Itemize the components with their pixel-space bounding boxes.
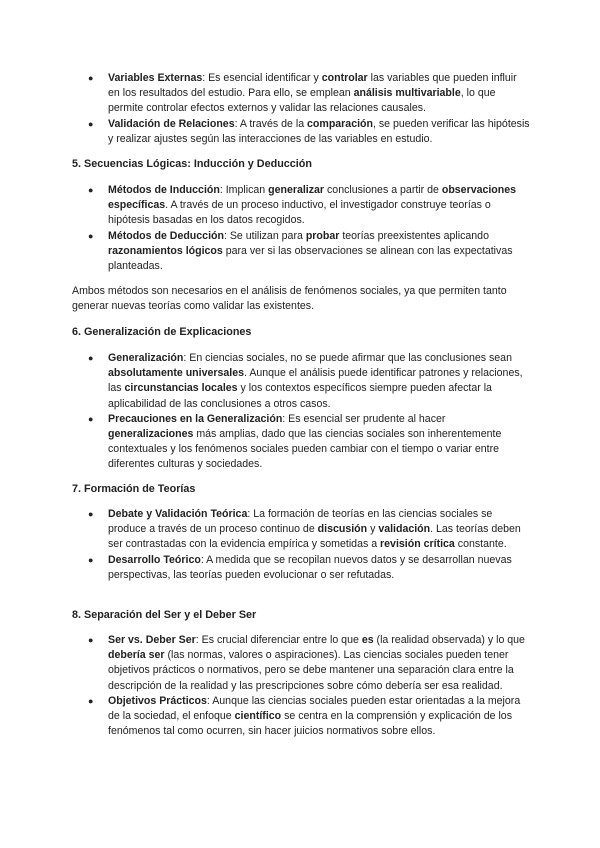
list-item — [0, 507, 600, 553]
bold-term: probar — [305, 229, 340, 242]
item-text: teorías preexistentes aplicando — [339, 229, 489, 242]
bullet-icon: ● — [88, 695, 94, 706]
bullet-icon: ● — [88, 554, 94, 565]
bold-term: comparación — [307, 117, 373, 130]
section-heading-6: 6. Generalización de Explicaciones — [72, 326, 252, 338]
section-6-list-block — [0, 351, 600, 473]
list-item — [0, 183, 600, 229]
bold-term: controlar — [321, 72, 368, 84]
item-text: . A través de un proceso inductivo, el investigador construye teorías o hipótesis basadas en los datos recogidos. — [108, 199, 491, 227]
item-text: : Es esencial identificar y — [202, 72, 322, 84]
bold-term: discusión — [317, 523, 368, 536]
item-text: : A través de la — [234, 117, 308, 130]
section-7-list-block — [0, 507, 600, 583]
item-text: : Es esencial ser prudente al hacer — [282, 412, 446, 425]
bullet-icon: ● — [88, 509, 94, 519]
bullet-list — [0, 507, 600, 583]
item-text: : Se utilizan para — [223, 229, 306, 242]
item-text: y los contextos específicos siempre pueden afectar la aplicabilidad de las conclusiones a otros casos. — [108, 382, 492, 410]
bold-term: Debate y Validación Teórica — [108, 508, 248, 520]
item-text: : A medida que se recopilan nuevos datos y se desarrollan nuevas perspectivas, las teorías pueden evolucionar o ser refutadas. — [108, 553, 512, 581]
item-text: se centra en la comprensión y explicación de los fenómenos tal como ocurren, sin hacer juicios normativos sobre ellos. — [108, 710, 512, 738]
item-text: : Implican — [219, 184, 269, 196]
item-text: : Es crucial diferenciar entre lo que — [195, 634, 362, 646]
bullet-icon: ● — [88, 353, 94, 363]
item-text: . Las teorías deben ser contrastadas con la evidencia empírica y sometidas a — [108, 523, 521, 551]
list-item — [0, 553, 600, 583]
item-text: para ver si las observaciones se alinean con las expectativas planteadas. — [108, 244, 513, 273]
list-item — [0, 229, 600, 275]
bullet-list — [0, 183, 600, 274]
bullet-icon: ● — [88, 73, 94, 83]
bold-term: Generalización — [108, 352, 184, 364]
list-item — [0, 351, 600, 412]
item-text: (las normas, valores o aspiraciones). Las ciencias sociales pueden tener objetivos prácticos o normativos, pero se debe mantener una separación clara entre la descripción de la realidad y las prescripciones sobre cómo debería ser esa realidad. — [108, 649, 514, 692]
bold-term: es — [361, 634, 374, 646]
item-text: y — [367, 523, 379, 536]
bold-term: circunstancias locales — [124, 382, 238, 395]
bold-term: observaciones específicas — [108, 184, 517, 212]
item-text: : La formación de teorías en las ciencias sociales se produce a través de un proceso continuo de — [108, 508, 493, 536]
item-text: . Aunque el análisis puede identificar patrones y relaciones, las — [108, 367, 523, 395]
bullet-icon: ● — [88, 413, 94, 424]
item-text: las variables que pueden influir en los resultados del estudio. Para ello, se emplean — [108, 72, 517, 100]
list-item — [0, 71, 600, 117]
section-heading-7: 7. Formación de Teorías — [72, 483, 196, 495]
bold-term: Validación de Relaciones — [108, 117, 235, 130]
section-8-list-block — [0, 633, 600, 739]
bold-term: absolutamente universales — [108, 367, 245, 380]
item-text: , se pueden verificar las hipótesis y realizar ajustes según las interacciones de las variables en estudio. — [108, 117, 530, 145]
bullet-icon: ● — [88, 635, 94, 645]
item-text: : Aunque las ciencias sociales pueden estar orientadas a la mejora de la sociedad, el enfoque — [108, 694, 521, 723]
item-text: más amplias, dado que las ciencias sociales son inherentemente contextuales y los fenómenos sociales pueden cambiar con el tiempo o variar entre diferentes culturas y sociedades. — [108, 428, 502, 471]
bold-term: Precauciones en la Generalización — [108, 412, 283, 425]
bold-term: generalizaciones — [108, 428, 194, 441]
section-heading-8: 8. Separación del Ser y el Deber Ser — [72, 609, 257, 621]
item-text: conclusiones a partir de — [324, 184, 442, 196]
item-text: , lo que permite controlar efectos externos y validar las relaciones causales. — [108, 87, 496, 115]
bold-term: Objetivos Prácticos — [108, 694, 207, 707]
item-text: constante. — [454, 538, 507, 551]
list-item — [0, 633, 600, 694]
list-item — [0, 694, 600, 740]
list-item — [0, 412, 600, 473]
section-heading-5: 5. Secuencias Lógicas: Inducción y Deducción — [72, 158, 312, 170]
bullet-icon: ● — [88, 185, 94, 195]
bold-term: revisión crítica — [380, 538, 455, 551]
section-4-list-block — [0, 71, 600, 147]
list-item — [0, 117, 600, 147]
bold-term: razonamientos lógicos — [108, 244, 223, 257]
bold-term: científico — [234, 710, 282, 723]
bullet-icon: ● — [88, 118, 94, 129]
bold-term: Métodos de Deducción — [108, 229, 224, 242]
bold-term: análisis multivariable — [353, 87, 461, 100]
bold-term: validación — [378, 523, 431, 536]
section-5-list-block — [0, 183, 600, 274]
bold-term: Variables Externas — [108, 72, 203, 84]
bold-term: Métodos de Inducción — [108, 184, 220, 196]
bold-term: debería ser — [108, 649, 165, 662]
bullet-list — [0, 71, 600, 147]
item-text: : En ciencias sociales, no se puede afirmar que las conclusiones sean — [183, 352, 512, 364]
section-5-paragraph: Ambos métodos son necesarios en el análisis de fenómenos sociales, ya que permiten tanto generar nuevas teorías como validar las existentes. — [72, 285, 507, 313]
bold-term: generalizar — [268, 184, 325, 196]
item-text: (la realidad observada) y lo que — [373, 634, 525, 646]
bold-term: Desarrollo Teórico — [108, 553, 201, 566]
bullet-list — [0, 633, 600, 739]
bold-term: Ser vs. Deber Ser — [108, 634, 196, 646]
bullet-icon: ● — [88, 230, 94, 241]
bullet-list — [0, 351, 600, 473]
